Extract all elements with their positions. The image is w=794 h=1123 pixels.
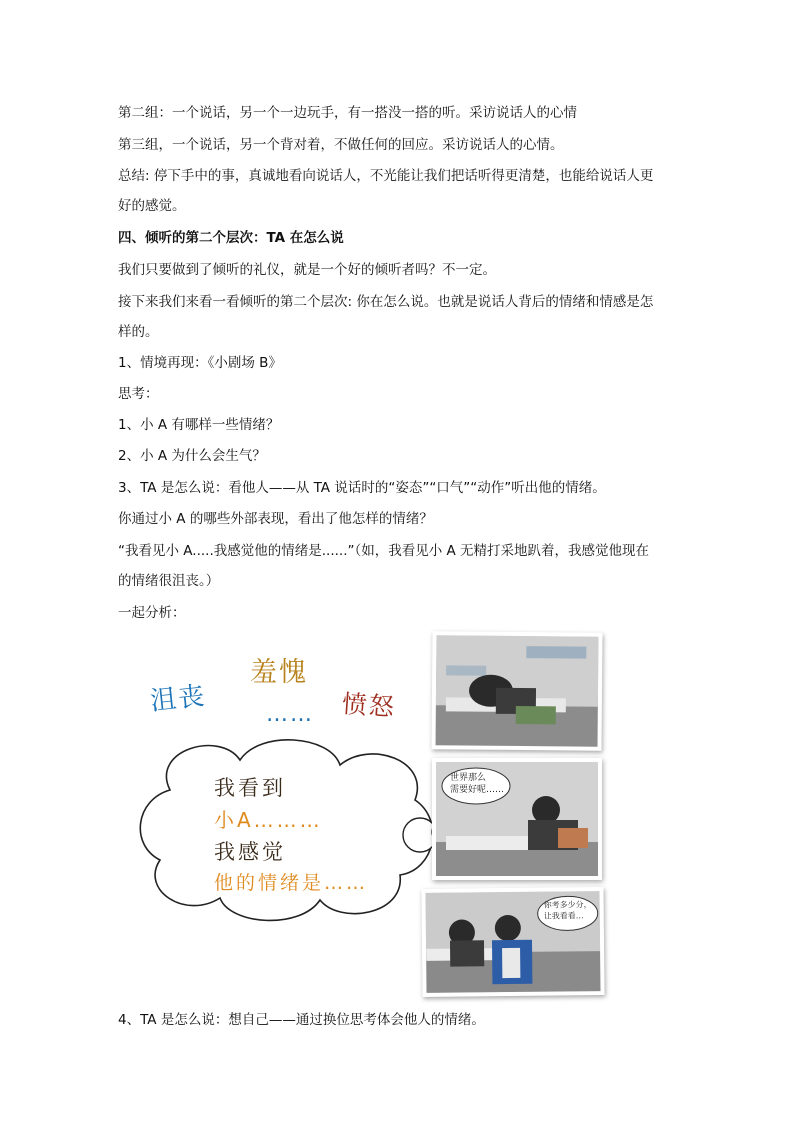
- paragraph-q2: 2、小 A 为什么会生气？: [118, 448, 266, 464]
- paragraph-summary-2: 好的感觉。: [118, 198, 186, 214]
- emotion-word-dots: ……: [266, 702, 314, 727]
- paragraph-think-self: 4、TA 是怎么说：想自己——通过换位思考体会他人的情绪。: [118, 1012, 485, 1028]
- paragraph-scene: 1、情境再现：《小剧场 B》: [118, 355, 282, 371]
- paragraph-example-1: “我看见小 A.....我感觉他的情绪是......”（如，我看见小 A 无精打采地趴着，我感觉他现在: [118, 543, 650, 559]
- photo2-speech-bubble: 世界那么 需要好呢……: [450, 773, 505, 795]
- emotion-illustration: [110, 630, 610, 1000]
- paragraph-analysis: 一起分析：: [118, 605, 186, 621]
- paragraph-q3-detail: 你通过小 A 的哪些外部表现，看出了他怎样的情绪？: [118, 511, 433, 527]
- emotion-word-depressed: 沮丧: [148, 681, 208, 717]
- emotion-word-ashamed: 羞愧: [250, 657, 308, 688]
- paragraph-think: 思考：: [118, 386, 159, 402]
- paragraph-example-2: 的情绪很沮丧。）: [118, 573, 220, 589]
- photo-boy-writing: [432, 758, 602, 880]
- photo3-speech-bubble: 你考多少分， 让我看看…: [543, 900, 592, 921]
- paragraph-q3: 3、TA 是怎么说：看他人——从 TA 说话时的“姿态”“口气”“动作”听出他的情绪。: [118, 480, 606, 496]
- cloud-line-emotion-is: 他的情绪是……: [214, 872, 369, 894]
- photo-boy-lying-on-desk: [431, 631, 602, 750]
- cloud-line-small-a: 小A………: [214, 808, 323, 832]
- paragraph-intro-1: 接下来我们来看一看倾听的第二个层次: 你在怎么说。也就是说话人背后的情绪和情感是怎: [118, 294, 654, 310]
- emotion-word-angry: 愤怒: [340, 689, 397, 722]
- paragraph-summary-1: 总结: 停下手中的事，真诚地看向说话人，不光能让我们把话听得更清楚，也能给说话人更: [118, 168, 654, 184]
- paragraph-intro-2: 样的。: [118, 324, 159, 340]
- paragraph-group2: 第二组：一个说话，另一个一边玩手，有一搭没一搭的听。采访说话人的心情: [118, 105, 577, 121]
- paragraph-group3: 第三组，一个说话，另一个背对着，不做任何的回应。采访说话人的心情。: [118, 137, 564, 153]
- cloud-line-i-see: 我看到: [214, 776, 286, 800]
- cloud-line-i-feel: 我感觉: [214, 840, 286, 864]
- paragraph-q1: 1、小 A 有哪样一些情绪？: [118, 417, 280, 433]
- photo-two-boys: [421, 887, 604, 997]
- section-heading-4: 四、倾听的第二个层次：TA 在怎么说: [118, 230, 344, 246]
- paragraph-question: 我们只要做到了倾听的礼仪，就是一个好的倾听者吗？不一定。: [118, 262, 496, 278]
